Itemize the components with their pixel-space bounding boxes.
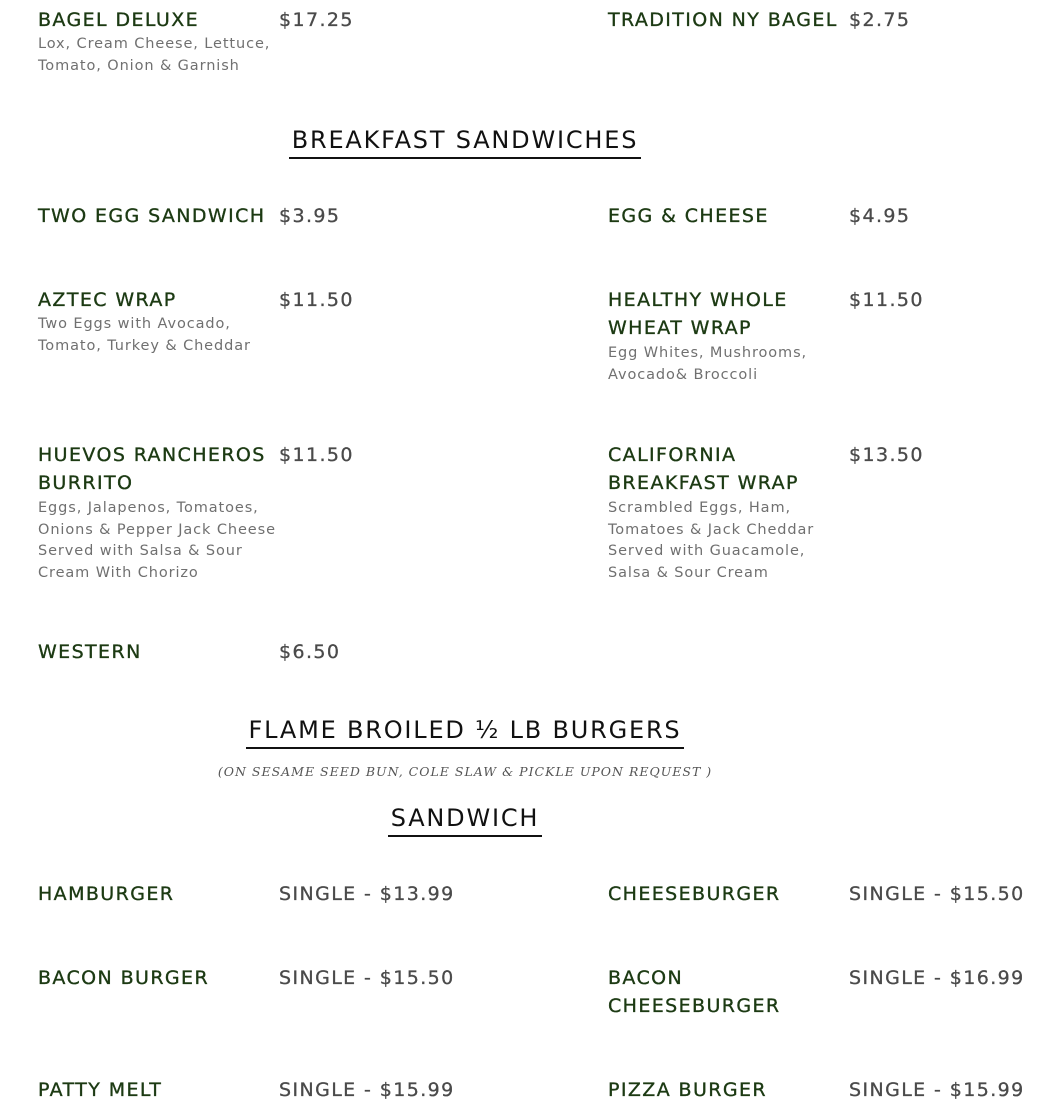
item-price: $6.50 <box>279 641 341 663</box>
item-description: Eggs, Jalapenos, Tomatoes, Onions & Pepper Jack Cheese Served with Salsa & Sour Cream With Chorizo <box>38 500 276 581</box>
item-name: AZTEC WRAP <box>38 289 177 311</box>
item-name: BAGEL DELUXE <box>38 9 200 31</box>
item-name: CALIFORNIA BREAKFAST WRAP <box>608 444 799 494</box>
item-name: BACON CHEESEBURGER <box>608 967 781 1017</box>
item-price: $2.75 <box>849 9 911 31</box>
item-description: Two Eggs with Avocado, Tomato, Turkey & Cheddar <box>38 316 251 354</box>
item-price: $4.95 <box>849 205 911 227</box>
item-price: $11.50 <box>279 289 354 311</box>
item-description: Scrambled Eggs, Ham, Tomatoes & Jack Cheddar Served with Guacamole, Salsa & Sour Cream <box>608 500 815 581</box>
item-name: HUEVOS RANCHEROS BURRITO <box>38 444 266 494</box>
item-price: $3.95 <box>279 205 341 227</box>
item-price: $11.50 <box>849 289 924 311</box>
section-heading-burgers <box>0 715 930 749</box>
section-title: FLAME BROILED ½ LB BURGERS <box>246 715 685 749</box>
item-price: SINGLE - $15.99 <box>849 1079 1025 1101</box>
item-price: SINGLE - $15.50 <box>849 883 1025 905</box>
item-price: $17.25 <box>279 9 354 31</box>
item-name: CHEESEBURGER <box>608 883 781 905</box>
item-price: $13.50 <box>849 444 924 466</box>
item-description: Egg Whites, Mushrooms, Avocado& Broccoli <box>608 345 808 383</box>
section-note: (ON SESAME SEED BUN, COLE SLAW & PICKLE UPON REQUEST ) <box>217 764 713 779</box>
item-price: SINGLE - $15.50 <box>279 967 455 989</box>
item-name: PIZZA BURGER <box>608 1079 768 1101</box>
section-heading-breakfast-sandwiches <box>0 125 930 159</box>
section-subheading-sandwich <box>0 803 930 837</box>
item-name: TRADITION NY BAGEL <box>608 9 838 31</box>
item-name: WESTERN <box>38 641 142 663</box>
item-name: PATTY MELT <box>38 1079 163 1101</box>
item-description: Lox, Cream Cheese, Lettuce, Tomato, Onion & Garnish <box>38 36 271 74</box>
item-price: SINGLE - $16.99 <box>849 967 1025 989</box>
section-title: BREAKFAST SANDWICHES <box>289 125 642 159</box>
item-name: EGG & CHEESE <box>608 205 769 227</box>
item-price: SINGLE - $15.99 <box>279 1079 455 1101</box>
item-name: HEALTHY WHOLE WHEAT WRAP <box>608 289 788 339</box>
section-subtitle: SANDWICH <box>388 803 543 837</box>
item-name: TWO EGG SANDWICH <box>38 205 266 227</box>
item-price: SINGLE - $13.99 <box>279 883 455 905</box>
item-price: $11.50 <box>279 444 354 466</box>
item-name: BACON BURGER <box>38 967 210 989</box>
item-name: HAMBURGER <box>38 883 175 905</box>
